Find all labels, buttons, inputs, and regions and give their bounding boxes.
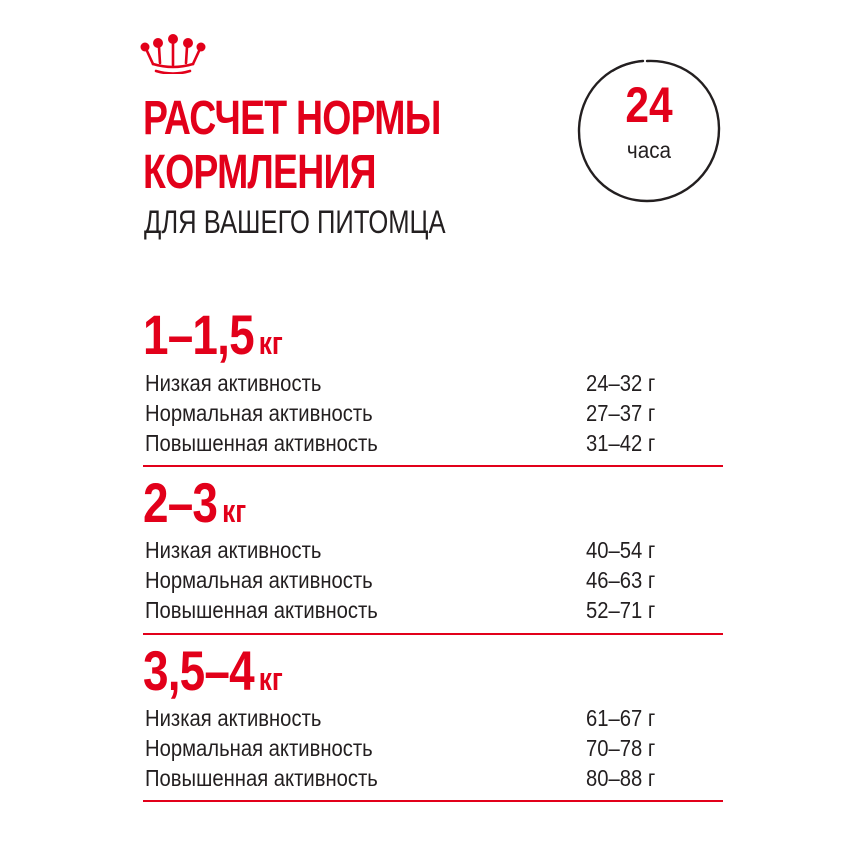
activity-label: Повышенная активность <box>145 597 378 623</box>
weight-heading <box>143 305 283 373</box>
activity-label: Повышенная активность <box>145 430 378 456</box>
portion-value: 80–88 г <box>586 765 656 791</box>
page-title <box>143 92 441 200</box>
section-divider <box>143 465 723 467</box>
weight-section <box>143 641 723 805</box>
activity-label: Нормальная активность <box>145 567 373 593</box>
weight-range: 1–1,5 <box>143 303 254 366</box>
portion-value: 31–42 г <box>586 430 656 456</box>
weight-unit: кг <box>258 325 283 361</box>
weight-heading <box>143 473 246 541</box>
portion-value: 70–78 г <box>586 735 656 761</box>
activity-label: Низкая активность <box>145 370 322 396</box>
page-subtitle: ДЛЯ ВАШЕГО ПИТОМЦА <box>144 204 446 240</box>
weight-range: 3,5–4 <box>143 639 254 702</box>
activity-row <box>145 763 723 793</box>
activity-label: Низкая активность <box>145 705 322 731</box>
weight-unit: кг <box>258 661 283 697</box>
portion-value: 52–71 г <box>586 597 656 623</box>
badge-number: 24 <box>625 77 673 133</box>
activity-row <box>145 428 723 458</box>
weight-heading <box>143 641 283 709</box>
activity-row <box>145 595 723 625</box>
hours-badge <box>573 55 725 207</box>
activity-row <box>145 368 723 398</box>
activity-row <box>145 703 723 733</box>
weight-range: 2–3 <box>143 471 218 534</box>
activity-label: Низкая активность <box>145 537 322 563</box>
section-divider <box>143 633 723 635</box>
title-line-2: КОРМЛЕНИЯ <box>143 146 376 199</box>
weight-section <box>143 305 723 469</box>
activity-label: Нормальная активность <box>145 735 373 761</box>
badge-unit: часа <box>626 137 672 163</box>
activity-row <box>145 733 723 763</box>
weight-unit: кг <box>222 493 247 529</box>
portion-value: 27–37 г <box>586 400 656 426</box>
activity-row <box>145 398 723 428</box>
title-line-1: РАСЧЕТ НОРМЫ <box>143 92 441 145</box>
activity-row <box>145 565 723 595</box>
portion-value: 46–63 г <box>586 567 656 593</box>
activity-label: Повышенная активность <box>145 765 378 791</box>
portion-value: 61–67 г <box>586 705 656 731</box>
weight-section <box>143 473 723 637</box>
portion-value: 40–54 г <box>586 537 656 563</box>
crown-icon <box>140 34 206 74</box>
activity-label: Нормальная активность <box>145 400 373 426</box>
section-divider <box>143 800 723 802</box>
portion-value: 24–32 г <box>586 370 656 396</box>
activity-row <box>145 535 723 565</box>
